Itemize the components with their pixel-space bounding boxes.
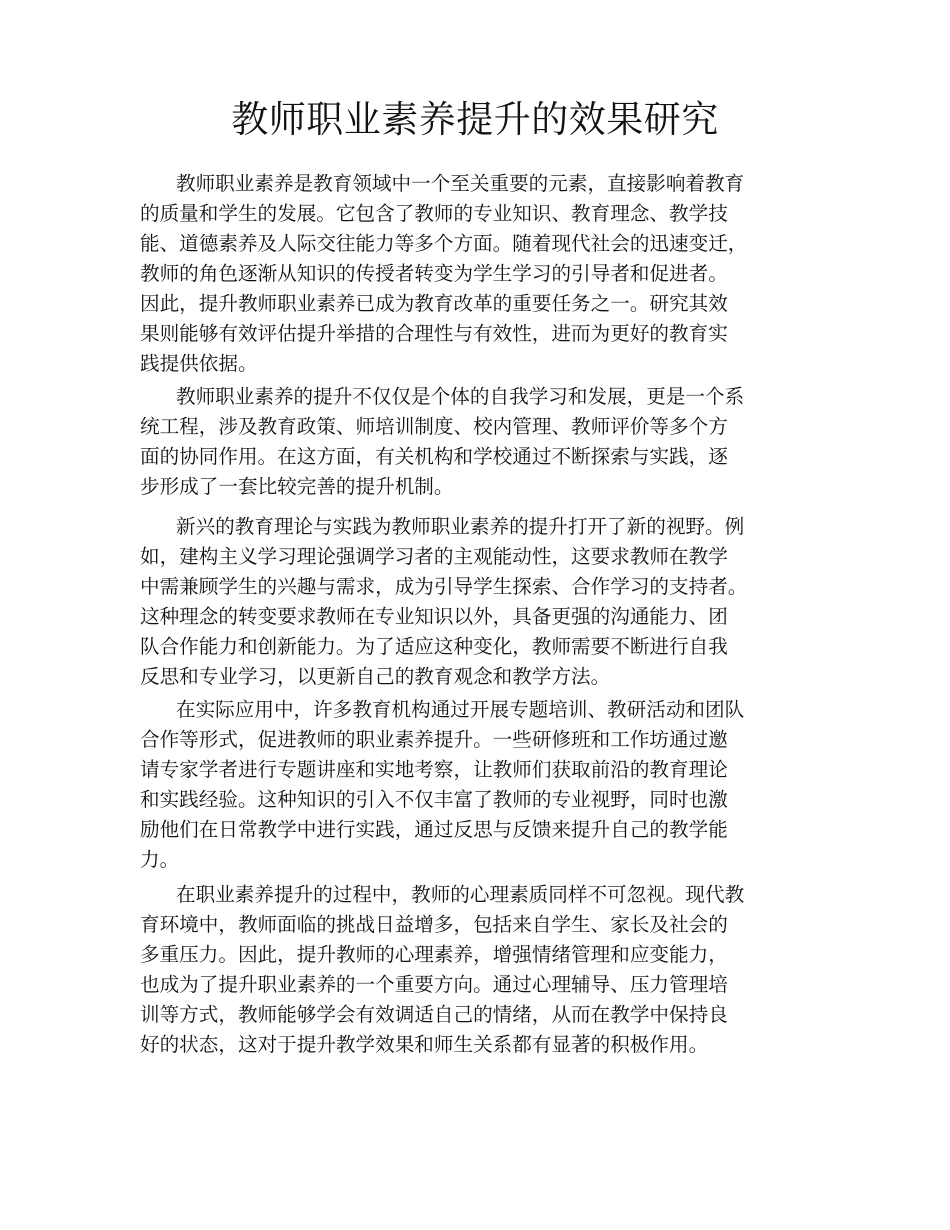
paragraph-line: 如，建构主义学习理论强调学习者的主观能动性，这要求教师在教学 — [140, 545, 728, 568]
paragraph-line: 果则能够有效评估提升举措的合理性与有效性，进而为更好的教育实 — [140, 322, 728, 345]
paragraph-line: 育环境中，教师面临的挑战日益增多，包括来自学生、家长及社会的 — [140, 913, 728, 936]
paragraph-line: 训等方式，教师能够学会有效调适自己的情绪，从而在教学中保持良 — [140, 1003, 728, 1026]
paragraph-line: 这种理念的转变要求教师在专业知识以外，具备更强的沟通能力、团 — [140, 605, 728, 628]
paragraph-line: 教师职业素养的提升不仅仅是个体的自我学习和发展，更是一个系 — [176, 385, 745, 408]
paragraph — [140, 382, 820, 502]
paragraph-line: 能、道德素养及人际交往能力等多个方面。随着现代社会的迅速变迁， — [140, 232, 748, 255]
document-title: 教师职业素养提升的效果研究 — [231, 98, 719, 141]
paragraph — [140, 880, 820, 1060]
paragraph — [140, 169, 820, 379]
paragraph-line: 力。 — [140, 848, 180, 871]
paragraph-line: 新兴的教育理论与实践为教师职业素养的提升打开了新的视野。例 — [176, 515, 745, 538]
paragraph-line: 合作等形式，促进教师的职业素养提升。一些研修班和工作坊通过邀 — [140, 728, 728, 751]
paragraph-line: 教师的角色逐渐从知识的传授者转变为学生学习的引导者和促进者。 — [140, 262, 728, 285]
paragraph-line: 和实践经验。这种知识的引入不仅丰富了教师的专业视野，同时也激 — [140, 788, 728, 811]
paragraph-line: 反思和专业学习，以更新自己的教育观念和教学方法。 — [140, 665, 611, 688]
paragraph-line: 励他们在日常教学中进行实践，通过反思与反馈来提升自己的教学能 — [140, 818, 728, 841]
paragraph — [140, 512, 820, 692]
paragraph-line: 在实际应用中，许多教育机构通过开展专题培训、教研活动和团队 — [176, 698, 745, 721]
paragraph-line: 也成为了提升职业素养的一个重要方向。通过心理辅导、压力管理培 — [140, 973, 728, 996]
paragraph-line: 面的协同作用。在这方面，有关机构和学校通过不断探索与实践，逐 — [140, 445, 728, 468]
paragraph — [140, 695, 820, 875]
paragraph-line: 请专家学者进行专题讲座和实地考察，让教师们获取前沿的教育理论 — [140, 758, 728, 781]
paragraph-line: 队合作能力和创新能力。为了适应这种变化，教师需要不断进行自我 — [140, 635, 728, 658]
paragraph-line: 因此，提升教师职业素养已成为教育改革的重要任务之一。研究其效 — [140, 292, 728, 315]
paragraph-line: 统工程，涉及教育政策、师培训制度、校内管理、教师评价等多个方 — [140, 415, 728, 438]
paragraph-line: 多重压力。因此，提升教师的心理素养，增强情绪管理和应变能力， — [140, 943, 728, 966]
paragraph-line: 教师职业素养是教育领域中一个至关重要的元素，直接影响着教育 — [176, 172, 745, 195]
paragraph-line: 中需兼顾学生的兴趣与需求，成为引导学生探索、合作学习的支持者。 — [140, 575, 748, 598]
paragraph-line: 在职业素养提升的过程中，教师的心理素质同样不可忽视。现代教 — [176, 883, 745, 906]
paragraph-line: 的质量和学生的发展。它包含了教师的专业知识、教育理念、教学技 — [140, 202, 728, 225]
paragraph-line: 好的状态，这对于提升教学效果和师生关系都有显著的积极作用。 — [140, 1033, 709, 1056]
paragraph-line: 践提供依据。 — [140, 352, 258, 375]
paragraph-line: 步形成了一套比较完善的提升机制。 — [140, 475, 454, 498]
